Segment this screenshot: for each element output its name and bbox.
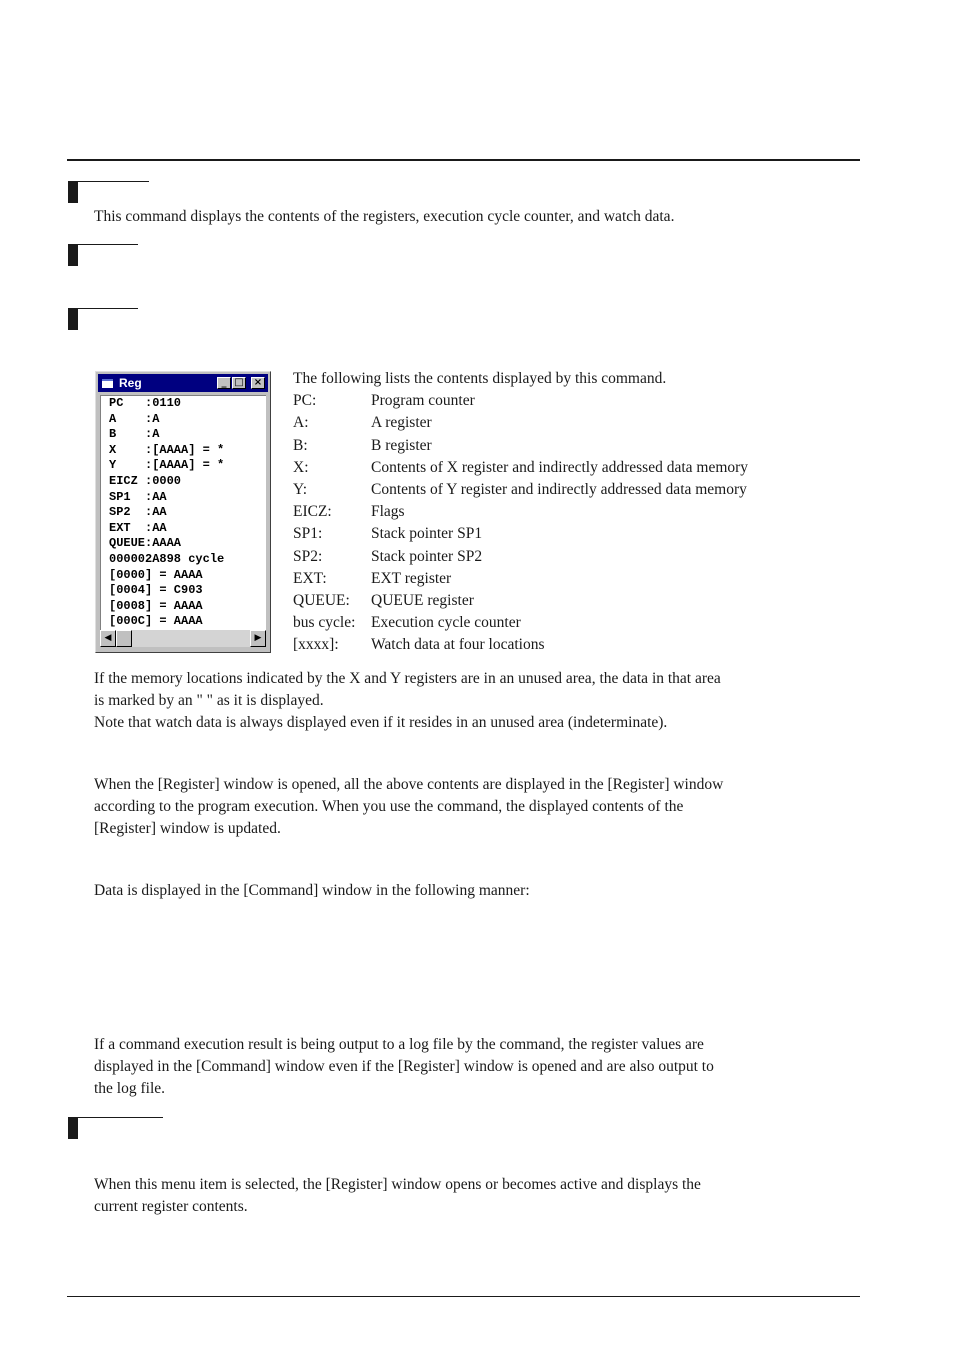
register-line-sp2: SP2 :AA (109, 505, 167, 520)
scroll-right-icon[interactable]: ▶ (250, 630, 266, 647)
register-list (100, 395, 266, 630)
section-marker-function (68, 181, 78, 203)
list-item: EICZ: Flags (293, 503, 405, 521)
command-window-note: Data is displayed in the [Command] window in the following manner: (94, 882, 530, 899)
header-rule (67, 159, 860, 161)
list-item: SP2: Stack pointer SP2 (293, 547, 483, 565)
reg-window (95, 371, 271, 653)
register-line-y: Y :[AAAA] = * (109, 458, 225, 473)
list-item: Y: Contents of Y register and indirectly addressed data memory (293, 480, 747, 498)
log-file-note: If a command execution result is being output to a log file by the command, the register values are displayed in the [Command] window even if the [Register] window is opened and are also output to the log file. (94, 1036, 714, 1097)
section-marker-line (78, 181, 149, 182)
list-item: PC: Program counter (293, 392, 475, 410)
watch-line: [0008] = AAAA (109, 598, 203, 613)
register-line-a: A :A (109, 411, 160, 426)
list-item: bus cycle: Execution cycle counter (293, 614, 521, 632)
maximize-button[interactable]: □ (232, 377, 246, 389)
close-button[interactable]: × (251, 377, 265, 389)
horizontal-scrollbar[interactable] (100, 630, 266, 647)
list-item: SP1: Stack pointer SP1 (293, 525, 483, 543)
register-line-ext: EXT :AA (109, 520, 167, 535)
contents-list (293, 368, 749, 656)
register-line-queue: QUEUE:AAAA (109, 536, 182, 551)
list-item: [xxxx]: Watch data at four locations (293, 636, 545, 654)
register-line-b: B :A (109, 427, 160, 442)
list-item: X: Contents of X register and indirectly addressed data memory (293, 458, 749, 476)
list-item: A: A register (293, 414, 432, 432)
register-line-pc: PC :0110 (109, 396, 182, 410)
scroll-thumb[interactable] (116, 630, 132, 647)
list-item: QUEUE: QUEUE register (293, 591, 474, 609)
register-line-eicz: EICZ :0000 (109, 473, 182, 488)
section-marker-line (78, 1117, 163, 1118)
list-item: B: B register (293, 436, 432, 454)
register-line-sp1: SP1 :AA (109, 489, 167, 504)
section-marker-display (68, 308, 78, 330)
register-window-note: When the [Register] window is opened, all the above contents are displayed in the [Register] window according to the program execution. When you use the command, the displayed contents of the [Register] window is updated. (94, 776, 724, 837)
register-line-cycle: 000002A898 cycle (109, 551, 225, 566)
watch-line: [0000] = AAAA (109, 567, 203, 582)
watch-line: [000C] = AAAA (109, 614, 203, 629)
footer-rule (67, 1296, 860, 1297)
contents-intro: The following lists the contents displayed by this command. (293, 370, 667, 387)
section-marker-line (78, 244, 138, 245)
register-line-x: X :[AAAA] = * (109, 442, 225, 457)
watch-line: [0004] = C903 (109, 583, 203, 598)
unused-area-note: If the memory locations indicated by the X and Y registers are in an unused area, the data in that area is marked by an " " as it is displayed. Note that watch data is always displayed even if it resides in an unused area (indeterminate). (94, 670, 721, 731)
section-marker-format (68, 244, 78, 266)
minimize-button[interactable]: _ (217, 377, 231, 389)
window-icon (102, 379, 113, 388)
section-marker-menu (68, 1117, 78, 1139)
menu-note: When this menu item is selected, the [Register] window opens or becomes active and displays the current register contents. (94, 1176, 701, 1215)
list-item: EXT: EXT register (293, 569, 452, 587)
reg-window-titlebar[interactable] (98, 374, 268, 392)
intro-text: This command displays the contents of the registers, execution cycle counter, and watch data. (94, 208, 675, 225)
scroll-left-icon[interactable]: ◀ (100, 630, 116, 647)
reg-window-title: Reg (119, 376, 142, 390)
section-marker-line (78, 308, 138, 309)
